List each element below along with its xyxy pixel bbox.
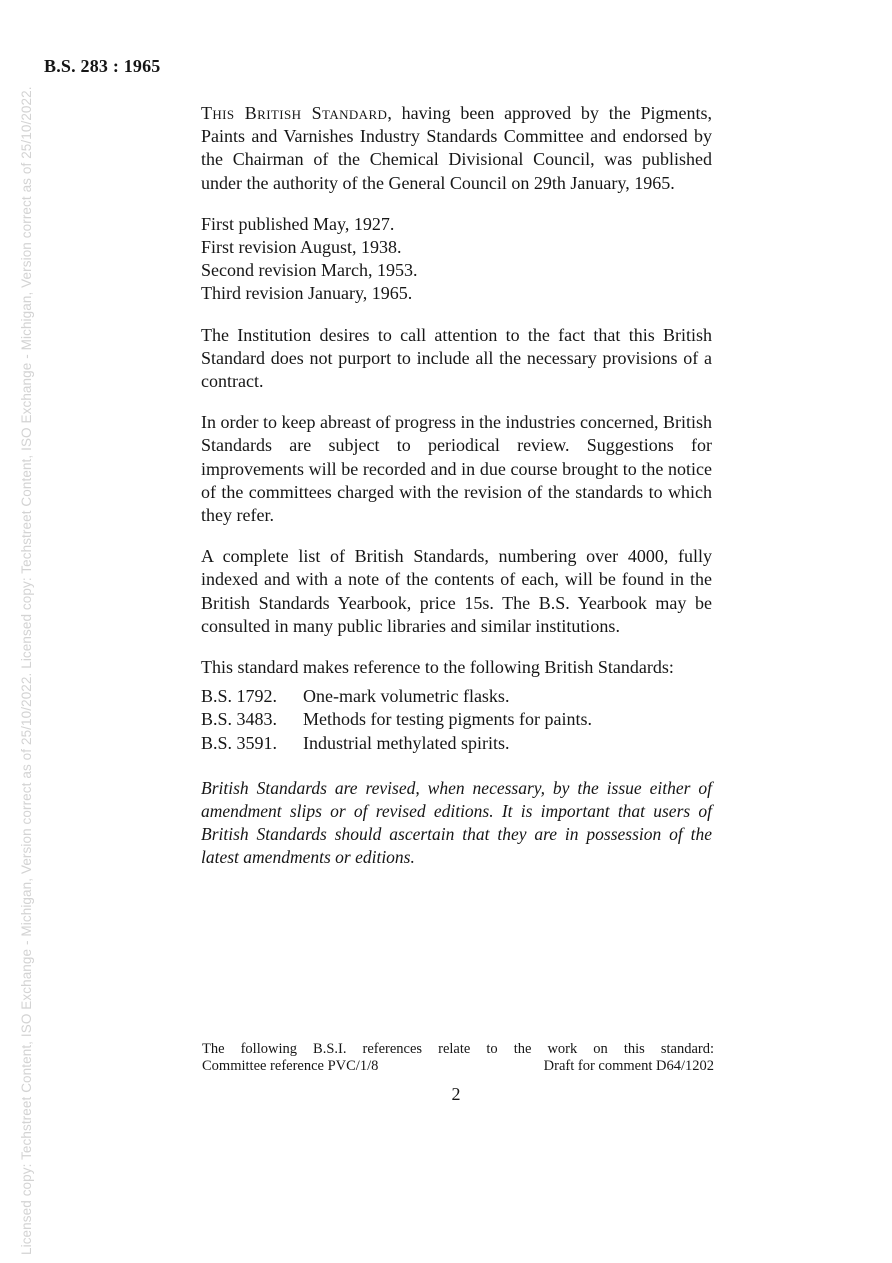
revision-notice: British Standards are revised, when necessary, by the issue either of amendment slips or of revised editions. It is important that users of British Standards should ascertain that they are in possession of the latest amendments or editions. [201, 777, 712, 868]
yearbook-paragraph: A complete list of British Standards, numbering over 4000, fully indexed and with a note of the contents of each, will be found in the British Standards Yearbook, price 15s. The B.S. Yearbook may be consulted in many public libraries and similar institutions. [201, 546, 712, 636]
review-paragraph: In order to keep abreast of progress in the industries concerned, British Standards are subject to periodical review. Suggestions for improvements will be recorded and in due course brought to the notice of the committees charged with the revision of the standards to which they refer. [201, 412, 712, 526]
reference-row [201, 708, 712, 731]
references-intro: This standard makes reference to the following British Standards: [201, 657, 674, 678]
reference-number: B.S. 3591. [201, 732, 278, 753]
approval-statement [201, 102, 712, 195]
references-list [201, 685, 712, 755]
reference-title: One-mark volumetric flasks. [303, 686, 510, 707]
history-item: First published May, 1927. [201, 213, 395, 234]
document-body [201, 102, 712, 870]
reference-row [201, 685, 712, 708]
footer-intro: The following B.S.I. references relate to the work on this standard: [202, 1041, 714, 1057]
reference-row [201, 732, 712, 755]
history-item: Second revision March, 1953. [201, 260, 418, 281]
contract-notice-paragraph: The Institution desires to call attention to the fact that this British Standard does not purport to include all the necessary provisions of a contract. [201, 324, 712, 392]
reference-number: B.S. 1792. [201, 686, 278, 707]
approval-lead: This British Standard [201, 103, 388, 123]
footer-references [202, 1058, 714, 1075]
standard-number: B.S. 283 : 1965 [44, 56, 161, 76]
page-number: 2 [451, 1084, 461, 1104]
reference-title: Methods for testing pigments for paints. [303, 709, 592, 730]
bsi-references-footer [202, 1041, 714, 1075]
publication-history [201, 213, 712, 306]
committee-reference: Committee reference PVC/1/8 [202, 1058, 379, 1074]
reference-number: B.S. 3483. [201, 709, 278, 730]
history-item: Third revision January, 1965. [201, 283, 413, 304]
draft-reference: Draft for comment D64/1202 [543, 1058, 714, 1074]
approval-text: , having been approved by the Pigments, Paints and Varnishes Industry Standards Committee and endorsed by the Chairman of the Chemical Divisional Council, was published under the authority of the General Council on 29th January, 1965. [201, 103, 712, 193]
reference-title: Industrial methylated spirits. [303, 732, 510, 753]
history-item: First revision August, 1938. [201, 237, 402, 258]
license-watermark: Licensed copy: Techstreet Content, ISO Exchange - Michigan, Version correct as of 25/10/2022. Licensed copy: Techstreet Content, ISO Exchange - Michigan, Version correct as of 25/10/2022. [19, 86, 34, 1255]
